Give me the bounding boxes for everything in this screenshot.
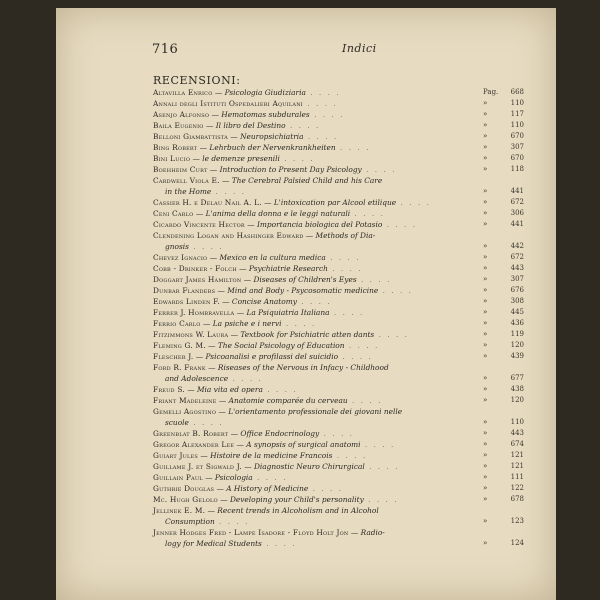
page-ref-marker: » bbox=[483, 330, 488, 338]
index-entry bbox=[153, 164, 502, 175]
entry-separator: — bbox=[241, 275, 254, 284]
page-number: 716 bbox=[152, 42, 179, 57]
page-ref-marker: » bbox=[483, 396, 488, 404]
entry-title: Hematomas subdurales bbox=[221, 110, 310, 119]
section-heading: RECENSIONI: bbox=[153, 74, 241, 87]
entry-title: Recent trends in Alcoholism and in Alcohol bbox=[217, 506, 379, 515]
page-reference: 676 bbox=[510, 286, 524, 294]
index-entry bbox=[153, 131, 502, 142]
entry-title: Concise Anatomy bbox=[231, 297, 297, 306]
index-entry bbox=[153, 208, 502, 219]
entry-separator: — bbox=[228, 429, 241, 438]
index-entry-continuation bbox=[153, 241, 502, 252]
index-entry bbox=[153, 395, 502, 406]
leader-dots: . . . . bbox=[228, 374, 263, 383]
leader-dots: . . . . bbox=[188, 418, 224, 427]
entry-separator: — bbox=[219, 176, 232, 185]
entry-separator: — bbox=[209, 110, 222, 119]
entry-separator: — bbox=[212, 88, 225, 97]
entry-separator: — bbox=[190, 154, 203, 163]
page-reference: 124 bbox=[510, 539, 524, 547]
page-ref-marker: » bbox=[483, 451, 488, 459]
page-ref-marker: » bbox=[483, 385, 488, 393]
page-ref-marker: » bbox=[483, 341, 488, 349]
entry-title: Radio- bbox=[360, 528, 385, 537]
entry-title: Neuropsichiatria bbox=[240, 132, 304, 141]
entry-title-continuation: gnosis bbox=[165, 242, 189, 251]
entry-title: Histoire de la medicine Francois bbox=[210, 451, 333, 460]
entry-title: Psicologia bbox=[214, 473, 253, 482]
page-ref-marker: » bbox=[483, 429, 488, 437]
entry-separator: — bbox=[241, 462, 254, 471]
entry-separator: — bbox=[205, 341, 218, 350]
entry-separator: — bbox=[193, 352, 206, 361]
index-entry bbox=[153, 318, 502, 329]
entry-author: Chevez Ignacio bbox=[153, 253, 208, 262]
index-entry bbox=[153, 494, 502, 505]
index-entry bbox=[153, 307, 502, 318]
entry-title: Developing your Child's personality bbox=[229, 495, 364, 504]
page-reference: 677 bbox=[510, 374, 524, 382]
leader-dots: . . . . bbox=[252, 473, 288, 482]
page-reference: 672 bbox=[510, 198, 524, 206]
entry-separator: — bbox=[193, 209, 206, 218]
entry-author: Bing Robert bbox=[153, 143, 198, 152]
page-reference: 121 bbox=[510, 451, 524, 459]
page-ref-marker: » bbox=[483, 187, 488, 195]
index-entry bbox=[153, 362, 502, 373]
page-ref-marker: » bbox=[483, 165, 488, 173]
leader-dots: . . . . bbox=[211, 187, 246, 196]
page-reference: 110 bbox=[510, 121, 524, 129]
entry-author: Gregor Alexander Lee bbox=[153, 440, 235, 449]
entry-title: L'intoxication par Alcool etilique bbox=[273, 198, 397, 207]
entry-author: Jenner Hodges Fred - Lampe Isadore - Floyd Holt Jon bbox=[153, 528, 349, 537]
index-entry bbox=[153, 472, 502, 483]
page-reference: 120 bbox=[510, 341, 524, 349]
book-page bbox=[56, 8, 556, 600]
entry-separator: — bbox=[217, 495, 230, 504]
page-ref-marker: » bbox=[483, 517, 488, 525]
page-reference: 443 bbox=[510, 264, 524, 272]
entry-author: Boehheim Curt bbox=[153, 165, 208, 174]
entry-title-continuation: and Adolescence bbox=[165, 374, 229, 383]
entry-separator: — bbox=[197, 143, 210, 152]
index-entry bbox=[153, 450, 502, 461]
index-entry bbox=[153, 351, 502, 362]
entry-author: Ferrer J. Hombravella bbox=[153, 308, 235, 317]
page-ref-marker: » bbox=[483, 473, 488, 481]
entry-title-continuation: in the Home bbox=[165, 187, 212, 196]
leader-dots: . . . . bbox=[285, 121, 321, 130]
entry-title: L'anima della donna e le leggi naturali bbox=[205, 209, 351, 218]
entry-author: Guiart Jules bbox=[153, 451, 199, 460]
leader-dots: . . . . bbox=[329, 308, 365, 317]
index-entry-continuation bbox=[153, 373, 502, 384]
index-entry bbox=[153, 109, 502, 120]
page-ref-marker: » bbox=[483, 495, 488, 503]
entry-author: Asenjo Alfonso bbox=[153, 110, 210, 119]
entry-title: Methods of Dia- bbox=[315, 231, 376, 240]
leader-dots: . . . . bbox=[363, 495, 399, 504]
leader-dots: . . . . bbox=[262, 385, 298, 394]
index-entry bbox=[153, 340, 502, 351]
entry-separator: — bbox=[203, 121, 216, 130]
page-ref-marker: » bbox=[483, 275, 488, 283]
entry-author: Guthrie Douglas bbox=[153, 484, 215, 493]
entry-title: Mexico en la cultura medica bbox=[219, 253, 326, 262]
entry-separator: — bbox=[244, 220, 257, 229]
index-entry bbox=[153, 263, 502, 274]
page-ref-marker: » bbox=[483, 209, 488, 217]
index-entry bbox=[153, 439, 502, 450]
entry-separator: — bbox=[227, 132, 241, 141]
page-ref-marker: » bbox=[483, 484, 488, 492]
entry-author: Cobb - Drinker - Folch bbox=[153, 264, 237, 273]
page-ref-marker: » bbox=[483, 253, 488, 261]
page-reference: 110 bbox=[510, 99, 524, 107]
leader-dots: . . . . bbox=[344, 341, 380, 350]
entry-title: Riseases of the Nervous in Infacy - Childhood bbox=[217, 363, 389, 372]
page-reference: 441 bbox=[510, 220, 524, 228]
entry-author: Fleming G. M. bbox=[153, 341, 206, 350]
leader-dots: . . . . bbox=[281, 319, 317, 328]
entry-title: La Psiquiatria Italiana bbox=[246, 308, 330, 317]
page-ref-marker: » bbox=[483, 132, 488, 140]
entry-author: Ferrio Carlo bbox=[153, 319, 201, 328]
entry-title: L'orientamento professionale dei giovani nelle bbox=[228, 407, 403, 416]
entry-title: Lehrbuch der Nervenkrankheiten bbox=[209, 143, 336, 152]
page-ref-marker: » bbox=[483, 198, 488, 206]
page-header bbox=[152, 42, 452, 58]
entry-separator: — bbox=[214, 484, 227, 493]
leader-dots: . . . . bbox=[361, 165, 397, 174]
page-reference: 670 bbox=[510, 154, 524, 162]
index-entry bbox=[153, 274, 502, 285]
entry-title: Psicologia Giudiziaria bbox=[224, 88, 306, 97]
index-entry bbox=[153, 87, 502, 98]
leader-dots: . . . . bbox=[261, 539, 297, 548]
entry-title-continuation: Consumption bbox=[165, 517, 215, 526]
entry-author: Ford R. Frank bbox=[153, 363, 206, 372]
index-entry-continuation bbox=[153, 417, 502, 428]
entry-separator: — bbox=[207, 165, 220, 174]
leader-dots: . . . . bbox=[214, 517, 250, 526]
entry-author: Baila Eugenio bbox=[153, 121, 204, 130]
page-reference: 122 bbox=[510, 484, 524, 492]
leader-dots: . . . . bbox=[332, 451, 368, 460]
index-entry bbox=[153, 197, 502, 208]
page-reference: 436 bbox=[510, 319, 524, 327]
page-reference: 442 bbox=[510, 242, 524, 250]
page-ref-marker: » bbox=[483, 352, 488, 360]
leader-dots: . . . . bbox=[335, 143, 371, 152]
entry-title: Il libro del Destino bbox=[215, 121, 286, 130]
leader-dots: . . . . bbox=[305, 88, 341, 97]
entry-separator: — bbox=[207, 253, 220, 262]
entry-author: Altavilla Enrico bbox=[153, 88, 213, 97]
index-entry-continuation bbox=[153, 186, 502, 197]
index-entry bbox=[153, 175, 502, 186]
page-ref-marker: » bbox=[483, 286, 488, 294]
entry-author: Flescher J. bbox=[153, 352, 194, 361]
entry-title: La psiche e i nervi bbox=[212, 319, 282, 328]
index-entry-continuation bbox=[153, 516, 502, 527]
page-ref-marker: » bbox=[483, 220, 488, 228]
index-entry bbox=[153, 296, 502, 307]
page-reference: 443 bbox=[510, 429, 524, 437]
entry-author: Greenblat B. Robert bbox=[153, 429, 229, 438]
page-reference: 120 bbox=[510, 396, 524, 404]
page-reference: 117 bbox=[510, 110, 524, 118]
index-entry bbox=[153, 230, 502, 241]
leader-dots: . . . . bbox=[308, 484, 344, 493]
page-ref-marker: » bbox=[483, 462, 488, 470]
entry-title: Diseases of Children's Eyes bbox=[253, 275, 357, 284]
page-ref-marker: Pag. bbox=[483, 88, 499, 96]
leader-dots: . . . . bbox=[327, 264, 363, 273]
entry-separator: — bbox=[303, 231, 316, 240]
page-reference: 118 bbox=[510, 165, 524, 173]
entry-title: le demenze presenili bbox=[202, 154, 280, 163]
leader-dots: . . . . bbox=[296, 297, 332, 306]
entry-author: Cardwell Viola E. bbox=[153, 176, 220, 185]
entry-title: A synopsis of surgical anatomi bbox=[246, 440, 361, 449]
entry-author: Edwards Linden F. bbox=[153, 297, 220, 306]
page-reference: 308 bbox=[510, 297, 524, 305]
entry-title: Anatomie comparée du cerveau bbox=[228, 396, 348, 405]
page-ref-marker: » bbox=[483, 418, 488, 426]
page-reference: 670 bbox=[510, 132, 524, 140]
page-reference: 307 bbox=[510, 275, 524, 283]
index-entry bbox=[153, 428, 502, 439]
page-reference: 119 bbox=[510, 330, 524, 338]
leader-dots: . . . . bbox=[360, 440, 396, 449]
entry-author: Doggart James Hamilton bbox=[153, 275, 242, 284]
entry-author: Dunbar Flanders bbox=[153, 286, 216, 295]
entry-author: Guillain Paul bbox=[153, 473, 203, 482]
entry-separator: — bbox=[205, 506, 218, 515]
entry-title: Office Endocrinology bbox=[240, 429, 320, 438]
page-ref-marker: » bbox=[483, 110, 488, 118]
page-ref-marker: » bbox=[483, 539, 488, 547]
entry-separator: — bbox=[261, 198, 274, 207]
entry-separator: — bbox=[348, 528, 361, 537]
entry-separator: — bbox=[234, 440, 247, 449]
page-reference: 307 bbox=[510, 143, 524, 151]
page-ref-marker: » bbox=[483, 319, 488, 327]
leader-dots: . . . . bbox=[309, 110, 345, 119]
entry-title: Psicoanalisi e profilassi del suicidio bbox=[205, 352, 339, 361]
index-entry bbox=[153, 120, 502, 131]
index-entry bbox=[153, 285, 502, 296]
entry-title-continuation: scuole bbox=[165, 418, 189, 427]
entry-separator: — bbox=[215, 286, 228, 295]
entry-title: Mia vita ed opera bbox=[196, 385, 263, 394]
entry-author: Guillame J. et Sigwald J. bbox=[153, 462, 242, 471]
index-entry bbox=[153, 329, 502, 340]
page-reference: 438 bbox=[510, 385, 524, 393]
leader-dots: . . . . bbox=[350, 209, 385, 218]
leader-dots: . . . . bbox=[382, 220, 418, 229]
entry-author: Friant Madeleine bbox=[153, 396, 217, 405]
index-entry bbox=[153, 384, 502, 395]
leader-dots: . . . . bbox=[303, 132, 339, 141]
entry-separator: — bbox=[202, 473, 215, 482]
entry-separator: — bbox=[234, 308, 247, 317]
entry-title: Introduction to Present Day Psicology bbox=[219, 165, 362, 174]
page-reference: 672 bbox=[510, 253, 524, 261]
page-ref-marker: » bbox=[483, 242, 488, 250]
leader-dots: . . . . bbox=[319, 429, 355, 438]
page-ref-marker: » bbox=[483, 374, 488, 382]
entry-separator: — bbox=[184, 385, 197, 394]
index-entry bbox=[153, 252, 502, 263]
entry-title: Mind and Body - Psycosomatic medicine bbox=[227, 286, 379, 295]
leader-dots: . . . . bbox=[374, 330, 410, 339]
page-reference: 110 bbox=[510, 418, 524, 426]
entry-separator: — bbox=[205, 363, 218, 372]
entry-author: Fitzimmons W. Laura bbox=[153, 330, 229, 339]
leader-dots: . . . . bbox=[396, 198, 431, 207]
entry-separator: — bbox=[198, 451, 211, 460]
page-reference: 674 bbox=[510, 440, 524, 448]
leader-dots: . . . . bbox=[325, 253, 361, 262]
leader-dots: . . . . bbox=[378, 286, 414, 295]
entry-separator: — bbox=[216, 407, 229, 416]
page-reference: 678 bbox=[510, 495, 524, 503]
index-entry bbox=[153, 483, 502, 494]
page-reference: 668 bbox=[510, 88, 524, 96]
leader-dots: . . . . bbox=[279, 154, 315, 163]
entry-title: The Social Psicology of Education bbox=[217, 341, 345, 350]
leader-dots: . . . . bbox=[338, 352, 373, 361]
leader-dots: . . . . bbox=[347, 396, 383, 405]
entry-separator: — bbox=[236, 264, 249, 273]
entry-author: Annali degli Istituti Ospedalieri Aquilani bbox=[153, 99, 303, 108]
entry-title: Diagnostic Neuro Chirurgical bbox=[253, 462, 365, 471]
page-reference: 445 bbox=[510, 308, 524, 316]
entry-author: Jellinek E. M. bbox=[153, 506, 206, 515]
entry-separator: — bbox=[216, 396, 229, 405]
index-entry bbox=[153, 219, 502, 230]
leader-dots: . . . . bbox=[356, 275, 392, 284]
page-reference: 121 bbox=[510, 462, 524, 470]
page-reference: 111 bbox=[510, 473, 524, 481]
entry-separator: — bbox=[200, 319, 213, 328]
entry-separator: — bbox=[228, 330, 241, 339]
entry-separator: — bbox=[219, 297, 232, 306]
entry-author: Bini Lucio bbox=[153, 154, 191, 163]
index-entry bbox=[153, 142, 502, 153]
entry-title: Importancia biologica del Potasio bbox=[256, 220, 383, 229]
index-entry bbox=[153, 406, 502, 417]
entry-title: Textbook for Psichiatric atten dants bbox=[240, 330, 375, 339]
page-reference: 123 bbox=[510, 517, 524, 525]
page-ref-marker: » bbox=[483, 308, 488, 316]
running-title: Indici bbox=[342, 42, 377, 55]
entry-title: The Cerebral Palsied Child and his Care bbox=[231, 176, 383, 185]
index-entry bbox=[153, 505, 502, 516]
entry-author: Freud S. bbox=[153, 385, 185, 394]
page-reference: 441 bbox=[510, 187, 524, 195]
index-entry bbox=[153, 527, 502, 538]
leader-dots: . . . . bbox=[188, 242, 224, 251]
entry-title-continuation: logy for Medical Students bbox=[165, 539, 262, 548]
page-ref-marker: » bbox=[483, 154, 488, 162]
leader-dots: . . . . bbox=[364, 462, 400, 471]
page-ref-marker: » bbox=[483, 440, 488, 448]
entry-author: Clendening Logan and Hashinger Edward bbox=[153, 231, 304, 240]
entry-author: Cicardo Vincente Hector bbox=[153, 220, 245, 229]
entry-author: Mc. Hugh Gelolo bbox=[153, 495, 218, 504]
page-reference: 439 bbox=[510, 352, 524, 360]
index-entry bbox=[153, 461, 502, 472]
page-ref-marker: » bbox=[483, 264, 488, 272]
page-ref-marker: » bbox=[483, 297, 488, 305]
entry-title: A History of Medicine bbox=[226, 484, 309, 493]
page-ref-marker: » bbox=[483, 99, 488, 107]
index-entry bbox=[153, 153, 502, 164]
index-entry-continuation bbox=[153, 538, 502, 549]
entry-author: Belloni Giambattista bbox=[153, 132, 228, 141]
page-ref-marker: » bbox=[483, 143, 488, 151]
entry-author: Ceni Carlo bbox=[153, 209, 194, 218]
entry-author: Cassier H. e Delau Nail A. L. bbox=[153, 198, 262, 207]
leader-dots: . . . . bbox=[302, 99, 338, 108]
page-ref-marker: » bbox=[483, 121, 488, 129]
index-entry bbox=[153, 98, 502, 109]
entry-author: Gemelli Agostino bbox=[153, 407, 217, 416]
entry-title: Psychiatrie Research bbox=[248, 264, 328, 273]
page-reference: 306 bbox=[510, 209, 524, 217]
